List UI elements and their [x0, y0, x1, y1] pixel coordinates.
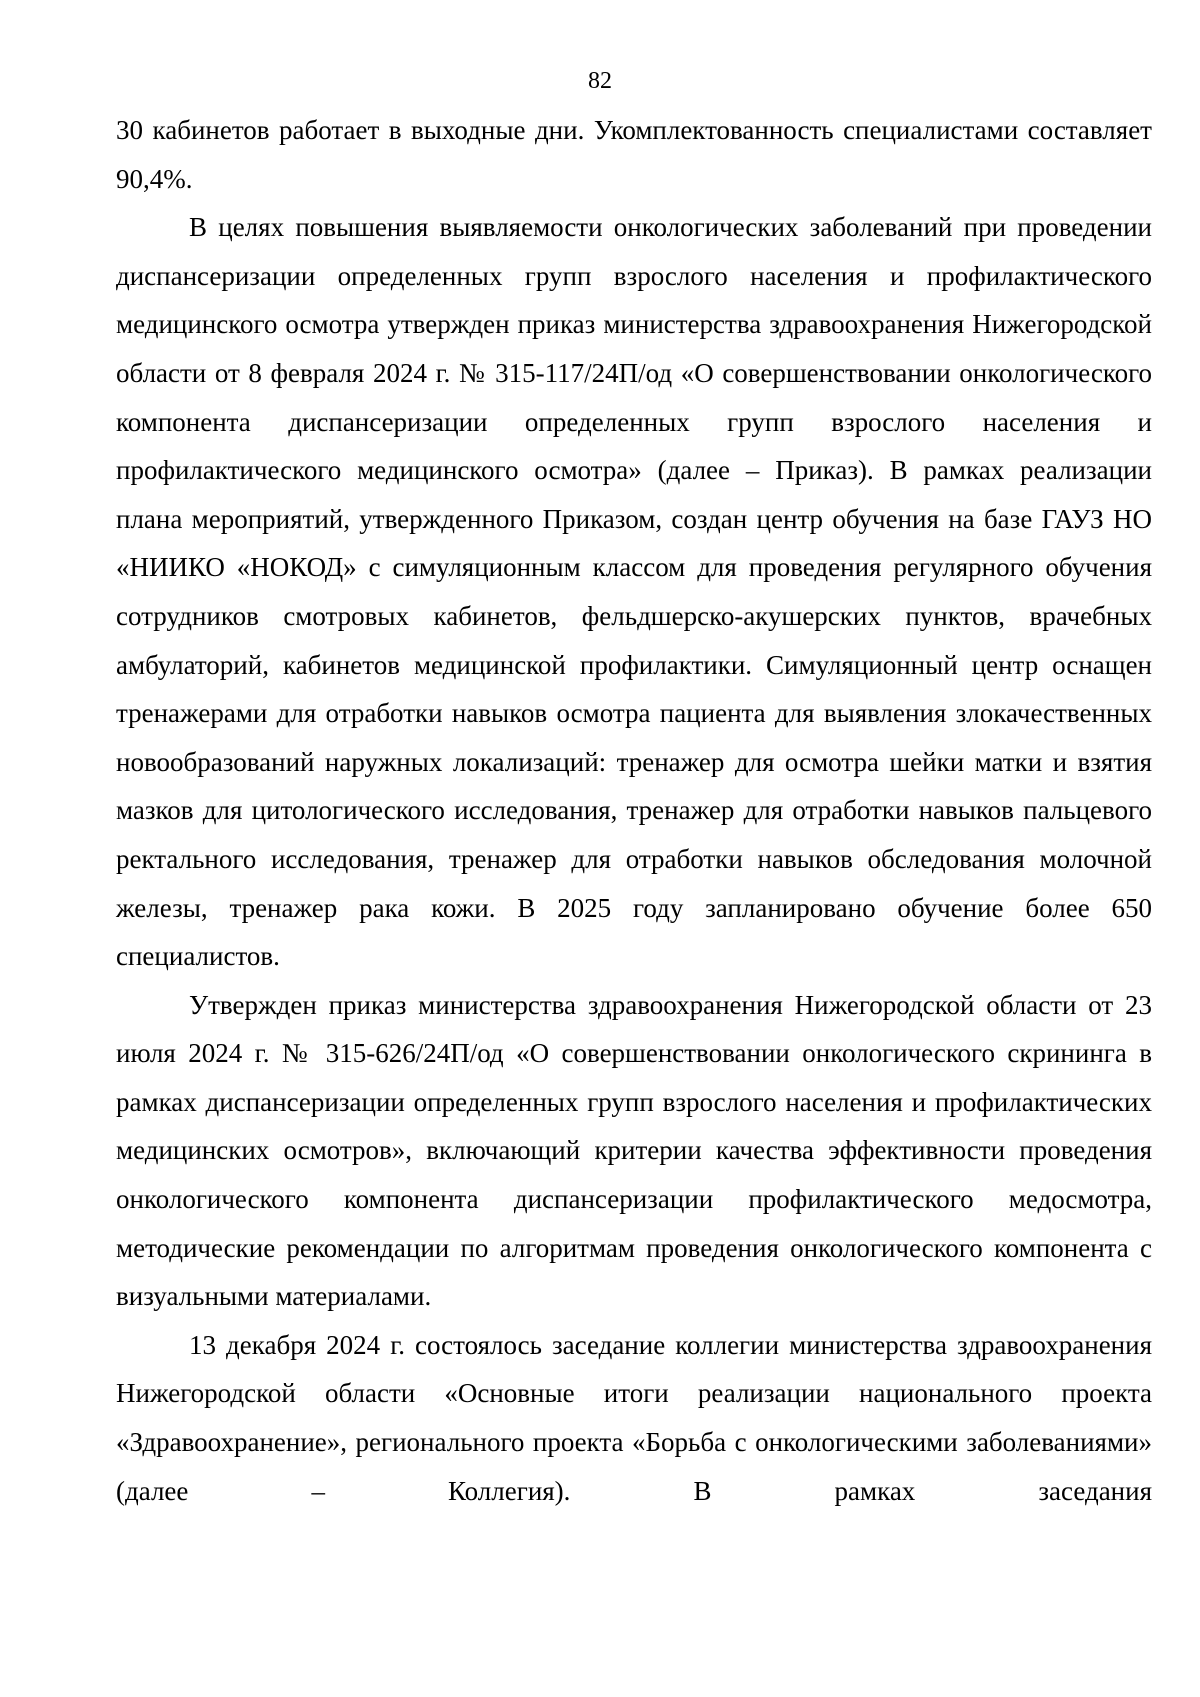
paragraph-board-meeting: 13 декабря 2024 г. состоялось заседание коллегии министерства здравоохранения Нижегородской области «Основные итоги реализации национального проекта «Здравоохранение», регионального проекта «Борьба с онкологическими заболеваниями» (далее – Коллегия). В рамках заседания — [116, 1329, 1152, 1506]
paragraph-order-screening: Утвержден приказ министерства здравоохранения Нижегородской области от 23 июля 2024 г. № 315-626/24П/од «О совершенствовании онкологического скрининга в рамках диспансеризации определенных групп взрослого населения и профилактических медицинских осмотров», включающий критерии качества эффективности проведения онкологического компонента диспансеризации профилактического медосмотра, методические рекомендации по алгоритмам проведения онкологического компонента с визуальными материалами. — [116, 989, 1152, 1312]
page-number: 82 — [588, 68, 612, 94]
paragraph-continued: 30 кабинетов работает в выходные дни. Укомплектованность специалистами составляет 90,4%. — [116, 115, 1152, 194]
paragraph-order-training-center: В целях повышения выявляемости онкологических заболеваний при проведении диспансеризации определенных групп взрослого населения и профилактического медицинского осмотра утвержден приказ министерства здравоохранения Нижегородской области от 8 февраля 2024 г. № 315-117/24П/од «О совершенствовании онкологического компонента диспансеризации определенных групп взрослого населения и профилактического медицинского осмотра» (далее – Приказ). В рамках реализации плана мероприятий, утвержденного Приказом, создан центр обучения на базе ГАУЗ НО «НИИКО «НОКОД» с симуляционным классом для проведения регулярного обучения сотрудников смотровых кабинетов, фельдшерско-акушерских пунктов, врачебных амбулаторий, кабинетов медицинской профилактики. Симуляционный центр оснащен тренажерами для отработки навыков осмотра пациента для выявления злокачественных новообразований наружных локализаций: тренажер для осмотра шейки матки и взятия мазков для цитологического исследования, тренажер для отработки навыков пальцевого ректального исследования, тренажер для отработки навыков обследования молочной железы, тренажер рака кожи. В 2025 году запланировано обучение более 650 специалистов. — [116, 212, 1152, 972]
document-body — [116, 106, 1152, 1515]
